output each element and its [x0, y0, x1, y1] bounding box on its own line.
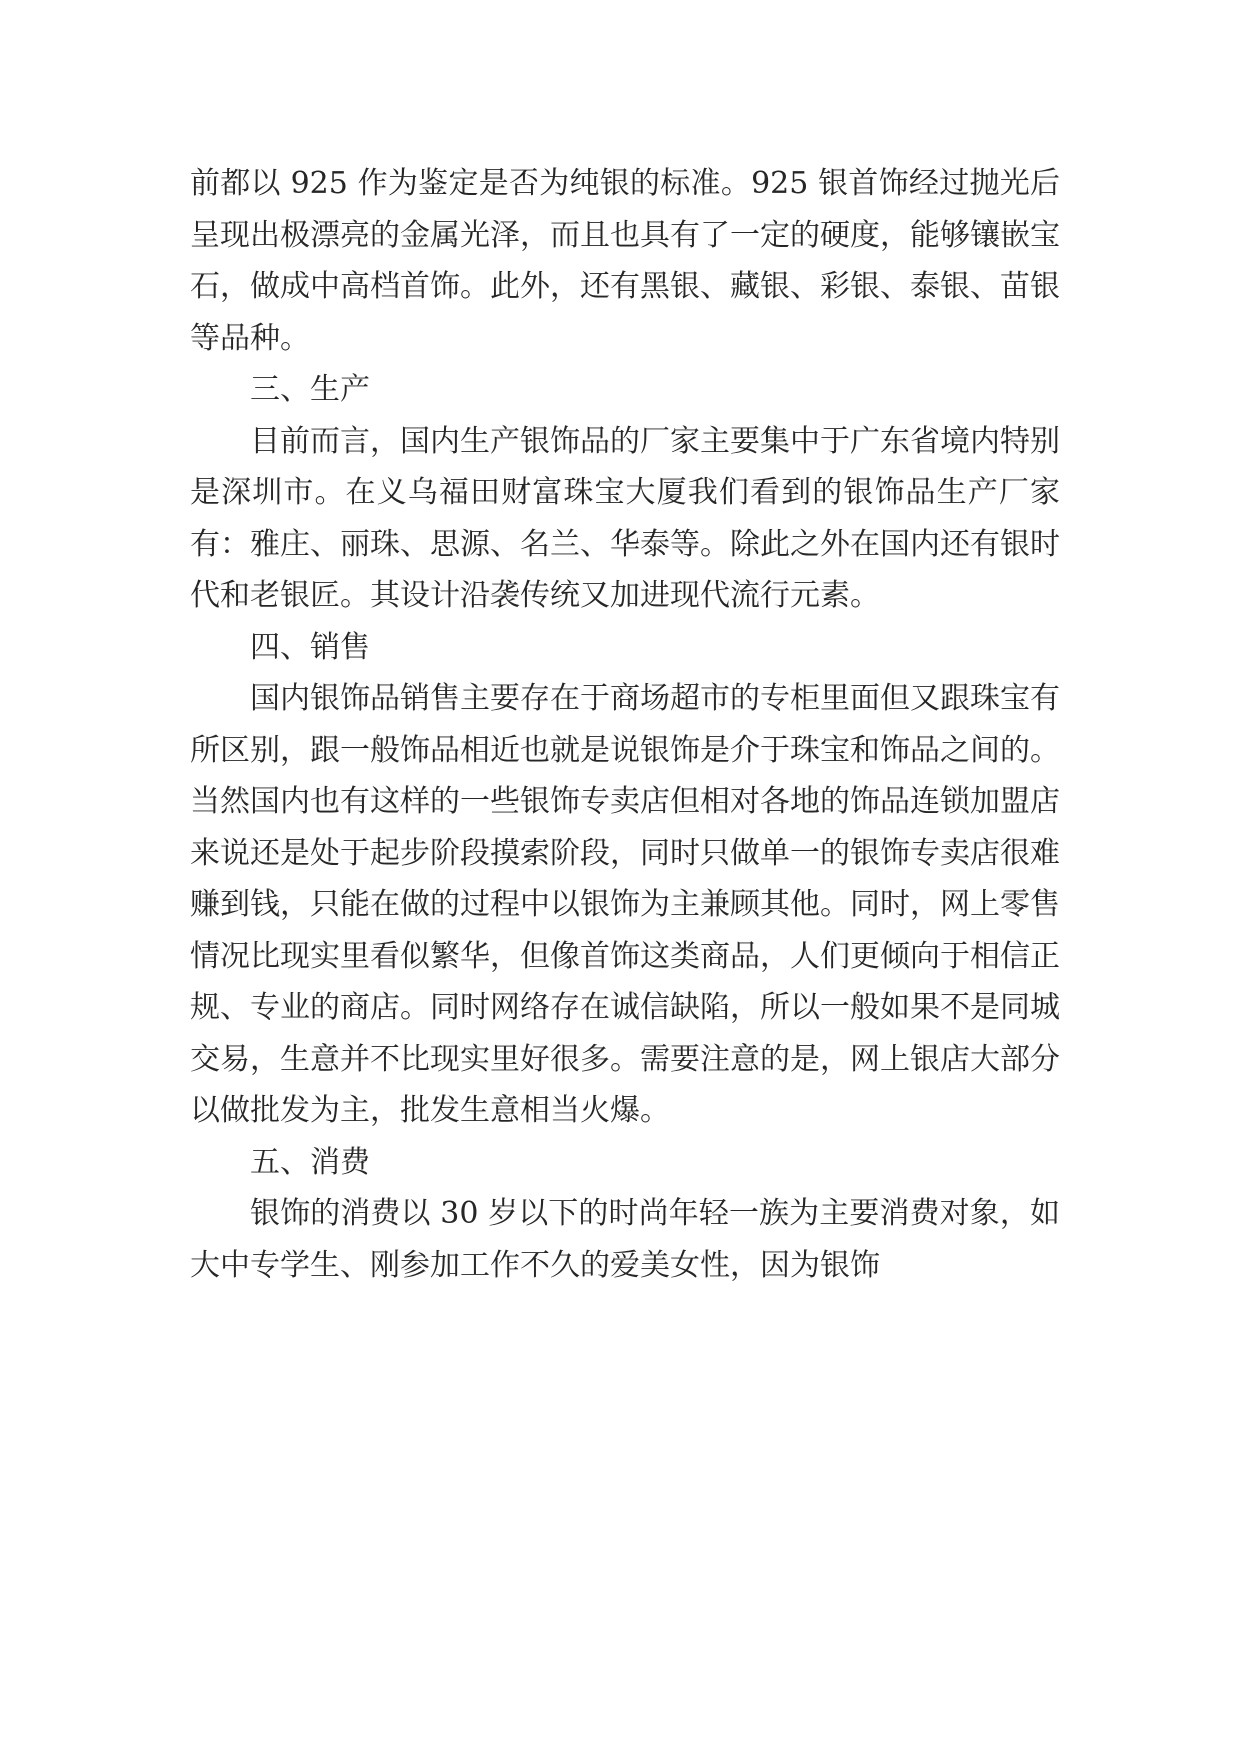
paragraph-production: 目前而言，国内生产银饰品的厂家主要集中于广东省境内特别是深圳市。在义乌福田财富珠宝大厦我们看到的银饰品生产厂家有：雅庄、丽珠、思源、名兰、华泰等。除此之外在国内还有银时代和老银匠。其设计沿袭传统又加进现代流行元素。 — [190, 423, 1060, 613]
document-page — [190, 158, 1060, 1291]
paragraph-consumption: 银饰的消费以 30 岁以下的时尚年轻一族为主要消费对象，如大中专学生、刚参加工作不久的爱美女性，因为银饰 — [190, 1196, 1060, 1283]
heading-production: 三、生产 — [250, 372, 370, 407]
paragraph-continued-silver-types: 前都以 925 作为鉴定是否为纯银的标准。925 银首饰经过抛光后呈现出极漂亮的金属光泽，而且也具有了一定的硬度，能够镶嵌宝石，做成中高档首饰。此外，还有黑银、藏银、彩银、泰银、苗银等品种。 — [190, 166, 1060, 356]
paragraph-sales: 国内银饰品销售主要存在于商场超市的专柜里面但又跟珠宝有所区别，跟一般饰品相近也就是说银饰是介于珠宝和饰品之间的。当然国内也有这样的一些银饰专卖店但相对各地的饰品连锁加盟店来说还是处于起步阶段摸索阶段，同时只做单一的银饰专卖店很难赚到钱，只能在做的过程中以银饰为主兼顾其他。同时，网上零售情况比现实里看似繁华，但像首饰这类商品，人们更倾向于相信正规、专业的商店。同时网络存在诚信缺陷，所以一般如果不是同城交易，生意并不比现实里好很多。需要注意的是，网上银店大部分以做批发为主，批发生意相当火爆。 — [190, 681, 1060, 1128]
heading-sales: 四、销售 — [250, 629, 370, 665]
heading-consumption: 五、消费 — [250, 1144, 370, 1180]
